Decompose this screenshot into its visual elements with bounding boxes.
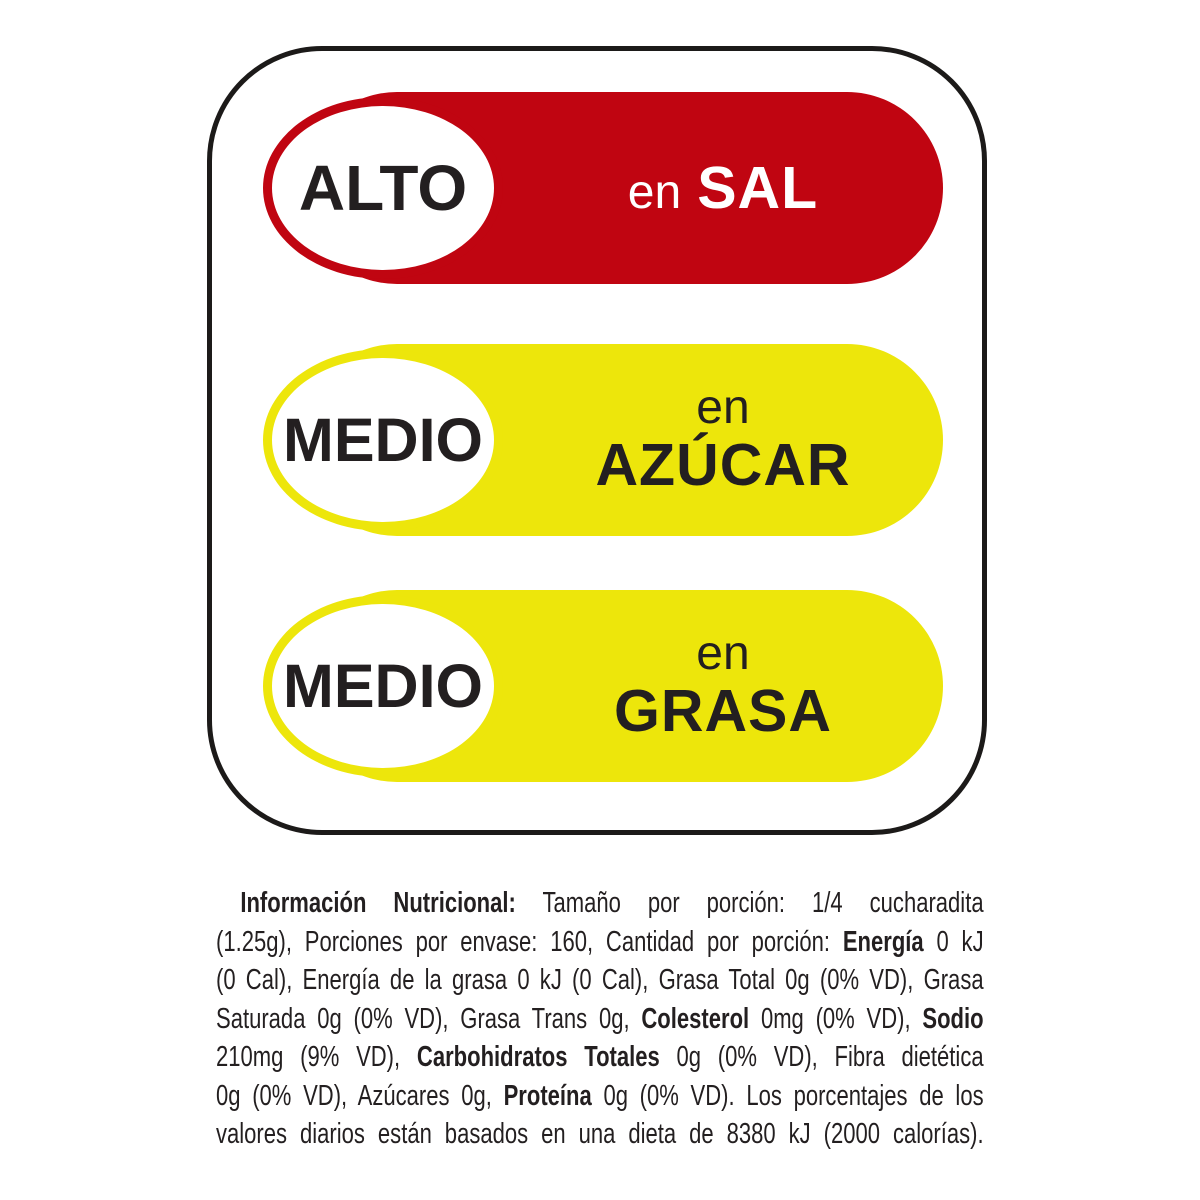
badge-text-area [515, 590, 931, 782]
badge-level-oval [263, 349, 503, 531]
nutrition-text-segment: 0g (0% VD). Los porcentajes de los [591, 1079, 984, 1112]
nutrition-term-bold: Información Nutricional: [240, 887, 516, 919]
nutrition-text-segment: 0 kJ [923, 925, 984, 958]
badge-prefix: en [696, 627, 750, 680]
badge-medio-en-azucar [263, 344, 943, 536]
nutrition-term-bold: Sodio [922, 1002, 984, 1035]
nutrition-line [216, 1115, 984, 1154]
nutrition-term-bold: Carbohidratos Totales [416, 1041, 660, 1073]
badge-nutrient: AZÚCAR [595, 432, 851, 498]
badge-text [628, 154, 818, 222]
nutrition-text-segment: valores diarios están basados en una dieta de 8380 kJ (2000 calorías). [216, 1118, 984, 1150]
badge-medio-en-grasa [263, 590, 943, 782]
nutrition-text-segment: 0g (0% VD), Fibra dietética [659, 1041, 984, 1073]
badge-level-label: ALTO [298, 152, 468, 224]
badge-alto-en-sal [263, 92, 943, 284]
nutrition-text-segment: Tamaño por porción: 1/4 cucharadita [515, 887, 984, 919]
badge-text-area [515, 344, 931, 536]
badge-level-oval [263, 97, 503, 279]
nutrition-text-segment: (0 Cal), Energía de la grasa 0 kJ (0 Cal), Grasa Total 0g (0% VD), Grasa [216, 964, 984, 996]
nutrition-term-bold: Proteína [503, 1079, 592, 1112]
badge-nutrient: GRASA [613, 678, 833, 744]
nutrition-line [216, 961, 984, 1000]
nutrition-line [216, 923, 984, 962]
nutrition-line [216, 1000, 984, 1039]
badge-prefix: en [696, 381, 750, 434]
badge-text [614, 629, 832, 743]
nutrition-text-segment: 0mg (0% VD), [749, 1002, 923, 1035]
nutrition-text [216, 884, 984, 1154]
badge-level-oval [263, 595, 503, 777]
nutrition-line [216, 884, 984, 923]
nutrition-line [216, 1038, 984, 1077]
nutrition-text-segment: 0g (0% VD), Azúcares 0g, [216, 1079, 504, 1112]
badge-level-label: MEDIO [283, 406, 483, 474]
badge-nutrient: SAL [697, 155, 819, 221]
nutrition-text-segment: (1.25g), Porciones por envase: 160, Cantidad por porción: [216, 925, 843, 958]
badge-text [595, 383, 850, 497]
nutrition-text-segment: 210mg (9% VD), [216, 1041, 417, 1073]
nutrition-text-segment: Saturada 0g (0% VD), Grasa Trans 0g, [216, 1002, 642, 1035]
nutrition-term-bold: Colesterol [641, 1002, 750, 1035]
badge-level-label: MEDIO [283, 652, 483, 720]
nutrition-term-bold: Energía [842, 925, 924, 958]
badge-text-area [515, 92, 931, 284]
nutrient-warning-panel [207, 46, 987, 835]
badge-prefix: en [627, 166, 682, 219]
nutrition-line [216, 1077, 984, 1116]
